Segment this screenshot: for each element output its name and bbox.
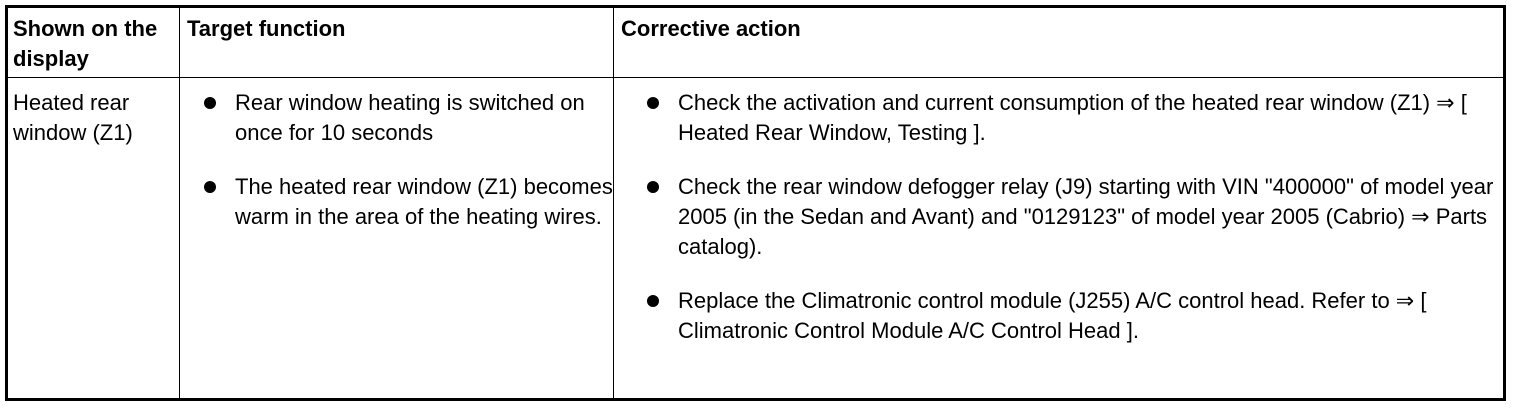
bullet-icon (647, 181, 659, 193)
bullet-icon (647, 295, 659, 307)
list-item (623, 172, 1503, 262)
bullet-icon (647, 97, 659, 109)
list-item (623, 88, 1503, 148)
header-target-function: Target function (180, 8, 614, 78)
diagnostic-table (5, 5, 1506, 401)
header-corrective-action: Corrective action (614, 8, 1503, 78)
display-item-label: Heated rear window (Z1) (13, 90, 133, 145)
target-function-text: The heated rear window (Z1) becomes warm in the area of the heating wires. (235, 174, 613, 229)
list-item (187, 88, 613, 148)
list-item (623, 286, 1503, 346)
display-item-cell (8, 78, 180, 398)
target-function-text: Rear window heating is switched on once for 10 seconds (235, 90, 585, 145)
corrective-action-cell (614, 78, 1503, 398)
corrective-action-list (623, 88, 1503, 346)
corrective-action-text[interactable]: Check the rear window defogger relay (J9) starting with VIN "400000" of model year 2005 (in the Sedan and Avant) and "0129123" of model year 2005 (Cabrio) ⇒ Parts catalog). (678, 174, 1494, 259)
bullet-icon (204, 97, 216, 109)
header-shown-on-display: Shown on the display (8, 8, 180, 78)
target-function-list (187, 88, 613, 232)
corrective-action-text[interactable]: Replace the Climatronic control module (J255) A/C control head. Refer to ⇒ [ Climatronic Control Module A/C Control Head ]. (678, 288, 1427, 343)
target-function-cell (180, 78, 614, 398)
bullet-icon (204, 181, 216, 193)
list-item (187, 172, 613, 232)
corrective-action-text[interactable]: Check the activation and current consumption of the heated rear window (Z1) ⇒ [ Heated Rear Window, Testing ]. (678, 90, 1467, 145)
